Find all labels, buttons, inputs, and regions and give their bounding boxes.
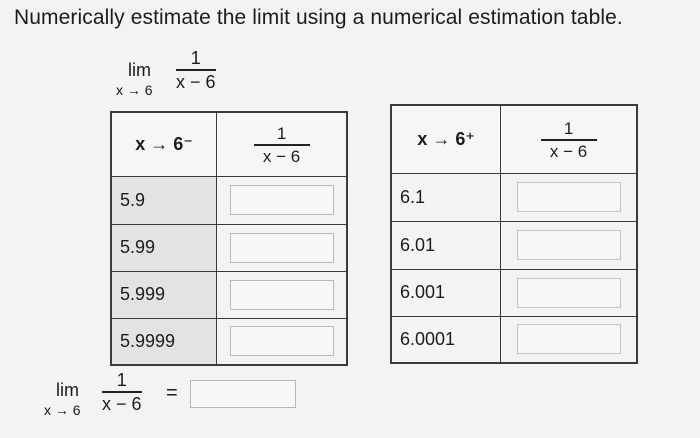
fraction-bar (102, 391, 142, 393)
left-header-numerator: 1 (276, 124, 287, 143)
lim-label: lim (128, 60, 151, 80)
right-header-fraction (501, 105, 637, 173)
left-header-x: x → 6⁻ (111, 112, 217, 176)
left-x-value: 5.999 (111, 271, 217, 318)
left-answer-input-3[interactable] (230, 280, 334, 310)
left-x-value: 5.9 (111, 176, 217, 224)
right-x-value: 6.001 (391, 269, 501, 316)
left-answer-input-1[interactable] (230, 185, 334, 215)
right-answer-input-1[interactable] (517, 182, 621, 212)
limit-fraction (176, 48, 216, 92)
right-x-value: 6.01 (391, 221, 501, 269)
right-answer-input-3[interactable] (517, 278, 621, 308)
fraction-numerator: 1 (190, 48, 201, 68)
question-title: Numerically estimate the limit using a numerical estimation table. (14, 6, 623, 29)
left-answer-input-2[interactable] (230, 233, 334, 263)
lim-label: lim (56, 380, 79, 400)
limit-fraction (102, 370, 142, 414)
right-answer-input-2[interactable] (517, 230, 621, 260)
right-estimation-table (390, 104, 638, 364)
right-answer-input-4[interactable] (517, 324, 621, 354)
fraction-denominator: x − 6 (102, 393, 142, 414)
fraction-denominator: x − 6 (176, 71, 216, 92)
equals-sign: = (166, 382, 178, 404)
lim-subscript: x → 6 (116, 82, 153, 98)
right-header-x: x → 6⁺ (391, 105, 501, 173)
left-header-denominator: x − 6 (262, 146, 301, 166)
left-x-value: 5.99 (111, 224, 217, 271)
left-estimation-table (110, 111, 348, 366)
right-x-value: 6.1 (391, 173, 501, 221)
lim-subscript: x → 6 (44, 402, 81, 418)
right-header-denominator: x − 6 (549, 141, 588, 161)
left-header-fraction (217, 112, 347, 176)
fraction-bar (176, 69, 216, 71)
left-answer-input-4[interactable] (230, 326, 334, 356)
left-x-value: 5.9999 (111, 318, 217, 365)
limit-answer-input[interactable] (190, 380, 296, 408)
right-x-value: 6.0001 (391, 316, 501, 363)
fraction-numerator: 1 (116, 370, 127, 390)
right-header-numerator: 1 (563, 119, 574, 138)
